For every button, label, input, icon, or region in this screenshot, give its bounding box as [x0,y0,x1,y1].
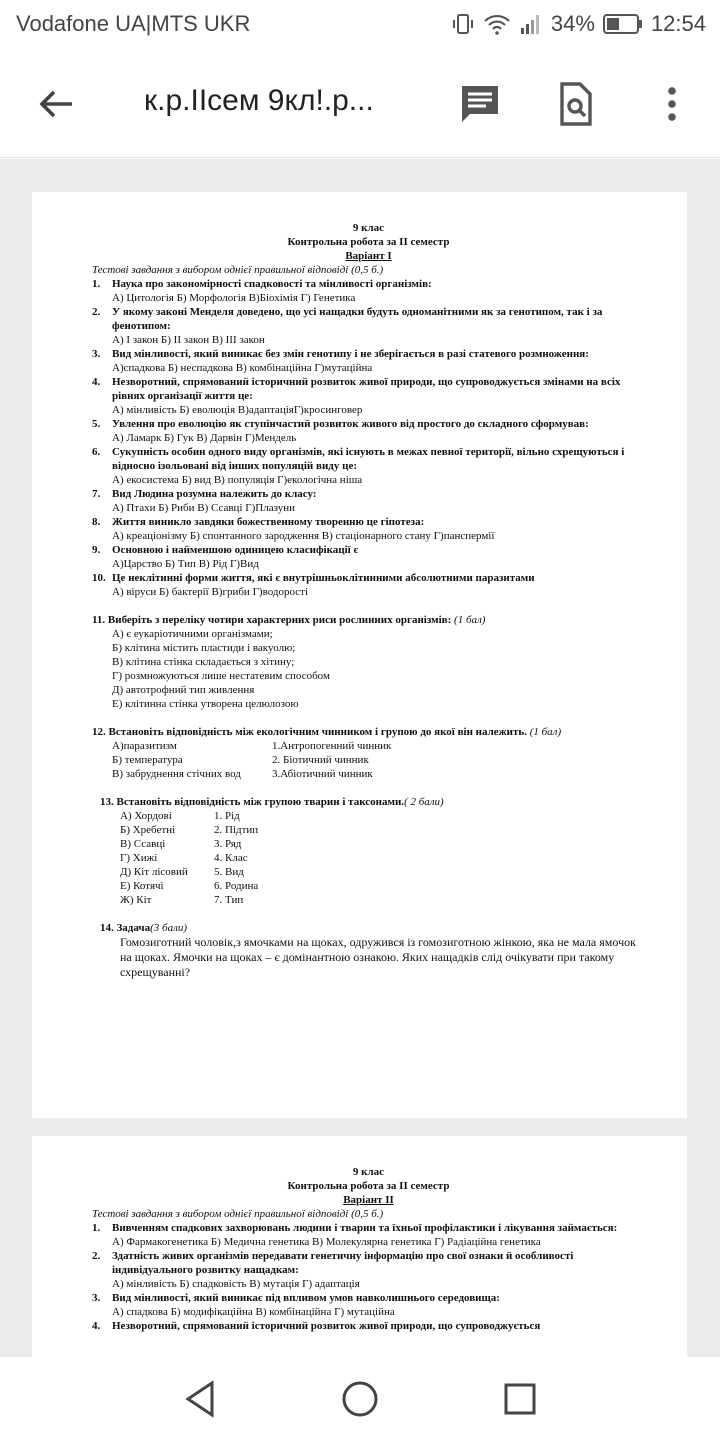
navigation-bar [0,1357,720,1440]
answer-options: А) Фармакогенетика Б) Медична генетика В) Молекулярна генетика Г) Радіаційна генетика [112,1236,541,1248]
question-number: 2. [92,306,101,318]
question-item [92,543,645,571]
question-list [92,277,645,599]
status-icons [451,11,706,37]
question-label: Сукупність особин одного виду організмів, які існують в межах певної території, вільно схрещуються і відносно ізольовані від інших популяцій виду це: [112,446,625,472]
question-label: Вид мінливості, який виникає під впливом умов навколишнього середовища: [112,1292,500,1304]
question-text [92,375,645,403]
document-page-1 [32,192,687,1118]
status-bar [0,0,720,52]
question-text [92,347,645,361]
question-item [92,305,645,347]
question-number: 3. [92,1292,101,1304]
question-item [92,375,645,417]
more-options-icon[interactable] [650,82,694,126]
question-number: 3. [92,348,101,360]
match-left-item: В) забруднення стічних вод [112,768,241,780]
question-item [92,1319,645,1333]
question-text [92,571,645,585]
match-right-item: 5. Вид [214,866,244,878]
answer-options: А)Царство Б) Тип В) Рід Г)Вид [112,558,259,570]
answer-options: А) мінливість Б) спадковість В) мутація Г) адаптація [112,1278,360,1290]
question-number: 6. [92,446,101,458]
test-title: Контрольна робота за II семестр [287,236,450,248]
question-item [92,571,645,599]
answer-options: А) I закон Б) II закон В) III закон [112,334,265,346]
question-number: 1. [92,1222,101,1234]
question-number: 7. [92,488,101,500]
document-page-2 [32,1136,687,1357]
match-right-item: 2. Біотичний чинник [272,754,369,766]
clock: 12:54 [650,11,706,36]
question-item [92,445,645,487]
question-number: 2. [92,1250,101,1262]
answer-options: А) екосистема Б) вид В) популяція Г)екологічна ніша [112,474,363,486]
question-text [92,543,645,557]
match-left-item: Е) Котячі [120,880,164,892]
question-11: 11. Виберіть з переліку чотири характерних риси рослинних організмів: (1 бал) А) є еукаріотичними організмами; Б) клітина містить пластиди і вакуолю; В) клітина стінка складається з хітину; Г) розмножуються лише нестатевим способом Д) автотрофний тип живлення Е) клітинна стінка утворена целюлозою [92,613,645,711]
match-right-item: 1.Антропогенний чинник [272,740,392,752]
match-left-item: А) Хордові [120,810,172,822]
answer-options: А) Птахи Б) Риби В) Ссавці Г)Плазуни [112,502,295,514]
question-label: У якому законі Менделя доведено, що усі нащадки будуть одноманітними як за генотипом, так і за фенотипом: [112,306,603,332]
option-item: Д) автотрофний тип живлення [112,684,255,696]
match-left-item: Г) Хижі [120,852,158,864]
question-label: Увлення про еволюцію як ступінчастий розвиток живого від простого до складного сформував: [112,418,589,430]
document-title: к.р.IIсем 9кл!.р... [144,84,374,117]
answer-options: А) Цитологія Б) Морфологія В)Біохімія Г) Генетика [112,292,356,304]
answer-options: А) віруси Б) бактерії В)гриби Г)водорості [112,586,309,598]
question-13: 13. Встановіть відповідність між групою тварин і таксонами.( 2 бали) А) Хордові 1. Рід Б) Хребетні 2. Підтип В) Ссавці 3. Ряд Г) Хижі 4. Клас Д) Кіт лісовий 5. Вид Е) Котячі 6. Родина Ж) Кіт 7. Тип [92,795,645,907]
option-item: А) є еукаріотичними організмами; [112,628,273,640]
question-item [92,487,645,515]
question-label: Основною і найменшою одиницею класифікації є [112,544,359,556]
variant-label: Варіант I [345,250,392,262]
question-text [92,1249,645,1277]
question-number: 10. [92,572,106,584]
match-left-item: Д) Кіт лісовий [120,866,188,878]
question-label: Здатність живих організмів передавати генетичну інформацію про свої ознаки й особливості індивідуального розвитку нащадкам: [112,1250,574,1276]
test-title: Контрольна робота за II семестр [287,1180,450,1192]
question-14: 14. Задача(3 бали) Гомозиготний чоловік,з ямочками на щоках, одружився із гомозиготною жінкою, яка не мала ямочок на щоках. Ямочки на щоках – є домінантною ознакою. Яких нащадків слід очікувати при такому схрещуванні? [92,921,645,980]
nav-home-icon[interactable] [338,1377,382,1421]
question-number: 4. [92,376,101,388]
grade-label: 9 клас [352,1166,385,1178]
wifi-icon [483,12,511,36]
comment-icon[interactable] [458,82,502,126]
question-12: 12. Встановіть відповідність між екологічним чинником і групою до якої він належить. (1 бал) А)паразитизм 1.Антропогенний чинник Б) температура 2. Біотичний чинник В) забруднення стічних вод 3.Абіотичний чинник [92,725,645,781]
question-label: Незворотний, спрямований історичний розвиток живої природи, що супроводжується змінами на всіх рівнях організації життя це: [112,376,621,402]
question-text [92,487,645,501]
match-right-item: 2. Підтип [214,824,259,836]
question-item [92,277,645,305]
question-label: Це неклітинні форми життя, які є внутрішньоклітинними абсолютними паразитами [112,572,535,584]
match-right-item: 7. Тип [214,894,244,906]
question-number: 8. [92,516,101,528]
back-arrow-icon[interactable] [34,82,78,126]
answer-options: А) Ламарк Б) Гук В) Дарвін Г)Мендель [112,432,297,444]
question-item [92,1221,645,1249]
question-item [92,515,645,543]
question-text [92,445,645,473]
match-left-item: Б) Хребетні [120,824,176,836]
match-right-item: 3.Абіотичний чинник [272,768,373,780]
grade-label: 9 клас [352,222,385,234]
instruction-text: Тестові завдання з вибором однієї правильної відповіді (0,5 б.) [92,1208,384,1220]
question-item [92,1291,645,1319]
nav-recents-icon[interactable] [498,1377,542,1421]
find-in-document-icon[interactable] [554,82,598,126]
answer-options: А)спадкова Б) неспадкова В) комбінаційна Г)мутаційна [112,362,373,374]
question-text [92,1319,645,1333]
match-right-item: 6. Родина [214,880,259,892]
carrier-label: Vodafone UA|MTS UKR [16,11,251,36]
vibrate-icon [451,12,475,36]
question-text [92,277,645,291]
question-list [92,1221,645,1333]
question-text [92,1221,645,1235]
app-bar [0,52,720,158]
match-right-item: 1. Рід [214,810,240,822]
nav-back-icon[interactable] [178,1377,222,1421]
question-item [92,1249,645,1291]
option-item: Е) клітинна стінка утворена целюлозою [112,698,299,710]
option-item: Г) розмножуються лише нестатевим способом [112,670,330,682]
question-label: Вид мінливості, який виникає без змін генотипу і не зберігається в разі статевого розмноження: [112,348,589,360]
option-item: В) клітина стінка складається з хітину; [112,656,295,668]
question-label: Життя виникло завдяки божественному творенню це гіпотеза: [112,516,425,528]
battery-icon [603,13,643,35]
question-label: Вивченням спадкових захворювань людини і тварин та їхньої профілактики і лікування займається: [112,1222,618,1234]
signal-icon [519,12,543,36]
question-number: 1. [92,278,101,290]
question-number: 4. [92,1320,101,1332]
question-text [92,515,645,529]
question-label: Наука про закономірності спадковості та мінливості організмів: [112,278,432,290]
document-viewer[interactable] [0,159,720,1357]
match-right-item: 4. Клас [214,852,248,864]
match-left-item: Ж) Кіт [120,894,152,906]
task-text: Гомозиготний чоловік,з ямочками на щоках, одружився із гомозиготною жінкою, яка не мала ямочок на щоках. Ямочки на щоках – є домінантною ознакою. Яких нащадків слід очікувати при такому схрещуванні? [120,935,636,979]
match-left-item: В) Ссавці [120,838,166,850]
answer-options: А) спадкова Б) модифікаційна В) комбінаційна Г) мутаційна [112,1306,395,1318]
question-item [92,347,645,375]
option-item: Б) клітина містить пластиди і вакуолю; [112,642,296,654]
match-left-item: Б) температура [112,754,183,766]
match-right-item: 3. Ряд [214,838,242,850]
answer-options: А) мінливість Б) еволюція В)адаптаціяГ)кросинговер [112,404,363,416]
question-number: 5. [92,418,101,430]
question-label: Незворотний, спрямований історичний розвиток живої природи, що супроводжується [112,1320,541,1332]
instruction-text: Тестові завдання з вибором однієї правильної відповіді (0,5 б.) [92,264,384,276]
variant-label: Варіант II [343,1194,394,1206]
question-label: Вид Людина розумна належить до класу: [112,488,317,500]
question-number: 9. [92,544,101,556]
question-text [92,417,645,431]
match-left-item: А)паразитизм [112,740,177,752]
battery-percent: 34% [550,11,595,36]
question-text [92,1291,645,1305]
question-text [92,305,645,333]
question-item [92,417,645,445]
answer-options: А) креаціонізму Б) спонтанного зародження В) стаціонарного стану Г)панспермії [112,530,495,542]
